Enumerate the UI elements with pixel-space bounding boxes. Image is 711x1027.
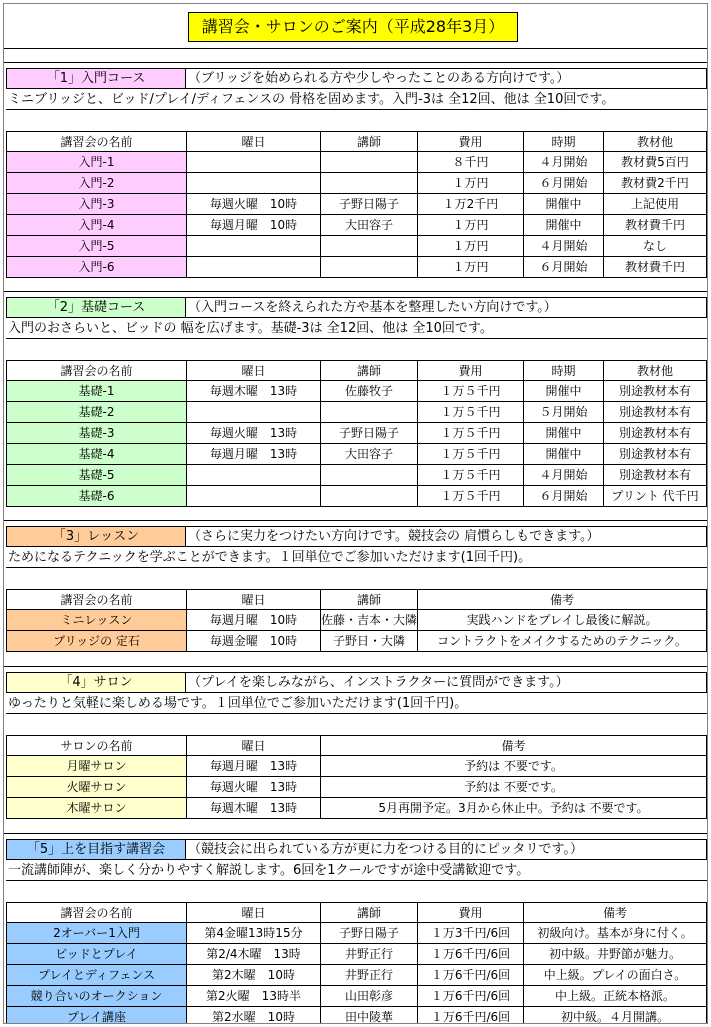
section-divider <box>4 62 707 63</box>
table-cell: 開催中 <box>523 381 603 402</box>
section-summary: 入門のおさらいと、ビッドの 幅を広げます。基礎-3は 全12回、他は 全10回です。 <box>6 319 707 339</box>
table-cell: 教材費2千円 <box>603 173 707 194</box>
column-header: 教材他 <box>603 131 707 152</box>
section-divider <box>4 666 707 667</box>
table-cell <box>320 465 417 486</box>
table-header-row <box>4 902 707 923</box>
section-label: 「5」上を目指す講習会 <box>6 839 186 860</box>
column-header: 講習会の名前 <box>6 360 186 381</box>
table-cell: 開催中 <box>523 444 603 465</box>
table-cell: ４月開始 <box>523 152 603 173</box>
section-description: （入門コースを終えられた方や基本を整理したい方向けです。） <box>186 297 707 318</box>
column-header: 曜日 <box>186 589 320 610</box>
table-cell: ６月開始 <box>523 173 603 194</box>
course-name-cell: ビッドとプレイ <box>6 944 186 965</box>
table-cell: 教材費5百円 <box>603 152 707 173</box>
table-cell <box>186 152 320 173</box>
table-cell: 上記使用 <box>603 194 707 215</box>
table-cell: １万５千円 <box>417 381 523 402</box>
document-sheet <box>3 3 708 1024</box>
course-name-cell: 木曜サロン <box>6 798 186 819</box>
table-cell <box>320 236 417 257</box>
table-cell: １万円 <box>417 173 523 194</box>
table-cell: １万2千円 <box>417 194 523 215</box>
column-header: 講師 <box>320 902 417 923</box>
table-cell: 毎週月曜 10時 <box>186 610 320 631</box>
course-name-cell: 基礎-1 <box>6 381 186 402</box>
table-cell: 別途教材本有 <box>603 423 707 444</box>
table-row <box>4 944 707 965</box>
table-cell: 第2水曜 10時 <box>186 1007 320 1024</box>
table-cell: 井野正行 <box>320 944 417 965</box>
section-label: 「1」入門コース <box>6 68 186 89</box>
table-cell: 予約は 不要です。 <box>320 756 707 777</box>
table-cell: 第2/4木曜 13時 <box>186 944 320 965</box>
table-row <box>4 465 707 486</box>
section-summary: ためになるテクニックを学ぶことができます。１回単位でご参加いただけます(1回千円)。 <box>6 548 707 568</box>
table-cell: 大田容子 <box>320 444 417 465</box>
table-cell: 教材費千円 <box>603 257 707 278</box>
table-row <box>4 610 707 631</box>
table-cell <box>320 402 417 423</box>
section-summary: ミニブリッジと、ビッド/プレイ/ディフェンスの 骨格を固めます。入門-3は 全12回、他は 全10回です。 <box>6 90 707 110</box>
section-divider <box>4 833 707 834</box>
table-row <box>4 486 707 507</box>
section-description: （さらに実力をつけたい方向けです。競技会の 肩慣らしもできます。） <box>186 526 707 547</box>
table-cell <box>186 173 320 194</box>
section-summary: ゆったりと気軽に楽しめる場です。１回単位でご参加いただけます(1回千円)。 <box>6 694 707 714</box>
table-cell: 田中陵華 <box>320 1007 417 1024</box>
section-summary: 一流講師陣が、楽しく分かりやすく解説します。6回を1クールですが途中受講歓迎です。 <box>6 861 707 881</box>
column-header: 講習会の名前 <box>6 589 186 610</box>
table-cell <box>320 257 417 278</box>
table-cell <box>320 152 417 173</box>
table-cell: 毎週木曜 13時 <box>186 381 320 402</box>
table-cell: 5月再開予定。3月から休止中。予約は 不要です。 <box>320 798 707 819</box>
table-cell <box>186 236 320 257</box>
table-cell: 井野正行 <box>320 965 417 986</box>
table-cell: 初中級。４月開講。 <box>523 1007 707 1024</box>
table-row <box>4 756 707 777</box>
table-cell: １万6千円/6回 <box>417 1007 523 1024</box>
column-header: 費用 <box>417 902 523 923</box>
table-cell: 開催中 <box>523 194 603 215</box>
course-name-cell: 入門-5 <box>6 236 186 257</box>
table-cell: ４月開始 <box>523 236 603 257</box>
table-row <box>4 1007 707 1024</box>
table-cell: 毎週火曜 13時 <box>186 777 320 798</box>
table-cell: なし <box>603 236 707 257</box>
divider <box>4 48 707 49</box>
course-name-cell: ブリッジの 定石 <box>6 631 186 652</box>
table-cell: 子野日・大隣 <box>320 631 417 652</box>
section-label: 「3」レッスン <box>6 526 186 547</box>
table-cell: １万6千円/6回 <box>417 986 523 1007</box>
table-header-row <box>4 131 707 152</box>
course-name-cell: 入門-2 <box>6 173 186 194</box>
table-cell: 別途教材本有 <box>603 465 707 486</box>
table-cell: 別途教材本有 <box>603 381 707 402</box>
table-cell <box>186 486 320 507</box>
table-cell: １万５千円 <box>417 444 523 465</box>
table-cell: 子野日陽子 <box>320 923 417 944</box>
course-name-cell: 月曜サロン <box>6 756 186 777</box>
course-name-cell: 基礎-5 <box>6 465 186 486</box>
table-cell <box>186 465 320 486</box>
course-name-cell: 基礎-4 <box>6 444 186 465</box>
course-name-cell: 基礎-2 <box>6 402 186 423</box>
table-row <box>4 173 707 194</box>
table-cell: 佐藤・吉本・大隣 <box>320 610 417 631</box>
table-row <box>4 631 707 652</box>
section-description: （プレイを楽しみながら、インストラクターに質問ができます。） <box>186 672 707 693</box>
section-label: 「4」サロン <box>6 672 186 693</box>
table-cell: 第2木曜 10時 <box>186 965 320 986</box>
table-cell: 子野日陽子 <box>320 423 417 444</box>
table-cell: 別途教材本有 <box>603 444 707 465</box>
column-header: 講師 <box>320 360 417 381</box>
table-cell: 毎週火曜 13時 <box>186 423 320 444</box>
table-cell: 開催中 <box>523 423 603 444</box>
section-label: 「2」基礎コース <box>6 297 186 318</box>
column-header: 講師 <box>320 589 417 610</box>
table-row <box>4 986 707 1007</box>
table-cell: ５月開始 <box>523 402 603 423</box>
column-header: 時期 <box>523 131 603 152</box>
table-cell: 初級向け。基本が身に付く。 <box>523 923 707 944</box>
table-cell: 予約は 不要です。 <box>320 777 707 798</box>
table-cell: １万５千円 <box>417 465 523 486</box>
course-name-cell: プレイ講座 <box>6 1007 186 1024</box>
table-row <box>4 923 707 944</box>
column-header: 曜日 <box>186 131 320 152</box>
table-cell: １万５千円 <box>417 486 523 507</box>
column-header: 費用 <box>417 131 523 152</box>
course-name-cell: 基礎-3 <box>6 423 186 444</box>
table-cell <box>186 402 320 423</box>
table-row <box>4 236 707 257</box>
course-name-cell: ミニレッスン <box>6 610 186 631</box>
table-row <box>4 444 707 465</box>
column-header: 曜日 <box>186 360 320 381</box>
table-header-row <box>4 735 707 756</box>
table-cell <box>320 486 417 507</box>
table-header-row <box>4 589 707 610</box>
course-name-cell: 入門-3 <box>6 194 186 215</box>
table-cell: １万円 <box>417 257 523 278</box>
column-header: サロンの名前 <box>6 735 186 756</box>
table-row <box>4 777 707 798</box>
table-row <box>4 194 707 215</box>
table-header-row <box>4 360 707 381</box>
table-cell: ８千円 <box>417 152 523 173</box>
table-cell: 第2火曜 13時半 <box>186 986 320 1007</box>
table-cell: １万５千円 <box>417 402 523 423</box>
table-row <box>4 423 707 444</box>
table-cell: 別途教材本有 <box>603 402 707 423</box>
table-cell: 教材費千円 <box>603 215 707 236</box>
column-header: 曜日 <box>186 735 320 756</box>
table-cell: ６月開始 <box>523 257 603 278</box>
table-cell: 開催中 <box>523 215 603 236</box>
course-name-cell: 入門-1 <box>6 152 186 173</box>
course-name-cell: 競り合いのオークション <box>6 986 186 1007</box>
table-cell: 毎週火曜 10時 <box>186 194 320 215</box>
table-cell: 毎週金曜 10時 <box>186 631 320 652</box>
table-row <box>4 215 707 236</box>
table-cell: ４月開始 <box>523 465 603 486</box>
table-cell: 中上級。正統本格派。 <box>523 986 707 1007</box>
course-name-cell: プレイとディフェンス <box>6 965 186 986</box>
table-row <box>4 402 707 423</box>
table-row <box>4 798 707 819</box>
table-cell: 子野日陽子 <box>320 194 417 215</box>
course-name-cell: 2オーバー1入門 <box>6 923 186 944</box>
table-cell: 山田彰彦 <box>320 986 417 1007</box>
table-cell: １万3千円/6回 <box>417 923 523 944</box>
table-cell: コントラクトをメイクするためのテクニック。 <box>417 631 707 652</box>
course-name-cell: 入門-6 <box>6 257 186 278</box>
section-description: （競技会に出られている方が更に力をつける目的にピッタリです。） <box>186 839 707 860</box>
table-cell: 毎週月曜 13時 <box>186 444 320 465</box>
column-header: 備考 <box>523 902 707 923</box>
table-row <box>4 381 707 402</box>
table-cell: １万円 <box>417 215 523 236</box>
course-name-cell: 入門-4 <box>6 215 186 236</box>
column-header: 備考 <box>417 589 707 610</box>
table-cell: 第4金曜13時15分 <box>186 923 320 944</box>
table-cell: 中上級。プレイの面白さ。 <box>523 965 707 986</box>
section-divider <box>4 291 707 292</box>
table-row <box>4 965 707 986</box>
table-row <box>4 257 707 278</box>
table-cell: １万円 <box>417 236 523 257</box>
table-cell: 初中級。井野節が魅力。 <box>523 944 707 965</box>
column-header: 講習会の名前 <box>6 902 186 923</box>
table-cell <box>320 173 417 194</box>
table-cell: 毎週月曜 10時 <box>186 215 320 236</box>
column-header: 教材他 <box>603 360 707 381</box>
course-name-cell: 基礎-6 <box>6 486 186 507</box>
column-header: 備考 <box>320 735 707 756</box>
table-cell: １万6千円/6回 <box>417 965 523 986</box>
section-divider <box>4 520 707 521</box>
table-cell: １万6千円/6回 <box>417 944 523 965</box>
column-header: 費用 <box>417 360 523 381</box>
column-header: 曜日 <box>186 902 320 923</box>
table-cell: ６月開始 <box>523 486 603 507</box>
page-title: 講習会・サロンのご案内（平成28年3月） <box>188 12 518 42</box>
table-cell: 毎週月曜 13時 <box>186 756 320 777</box>
table-cell: 佐藤牧子 <box>320 381 417 402</box>
section-description: （ブリッジを始められる方や少しやったことのある方向けです。） <box>186 68 707 89</box>
table-cell: 毎週木曜 13時 <box>186 798 320 819</box>
column-header: 時期 <box>523 360 603 381</box>
table-cell <box>186 257 320 278</box>
column-header: 講習会の名前 <box>6 131 186 152</box>
course-name-cell: 火曜サロン <box>6 777 186 798</box>
column-header: 講師 <box>320 131 417 152</box>
table-cell: プリント 代千円 <box>603 486 707 507</box>
table-row <box>4 152 707 173</box>
table-cell: 実践ハンドをプレイし最後に解説。 <box>417 610 707 631</box>
table-cell: １万５千円 <box>417 423 523 444</box>
table-cell: 大田容子 <box>320 215 417 236</box>
